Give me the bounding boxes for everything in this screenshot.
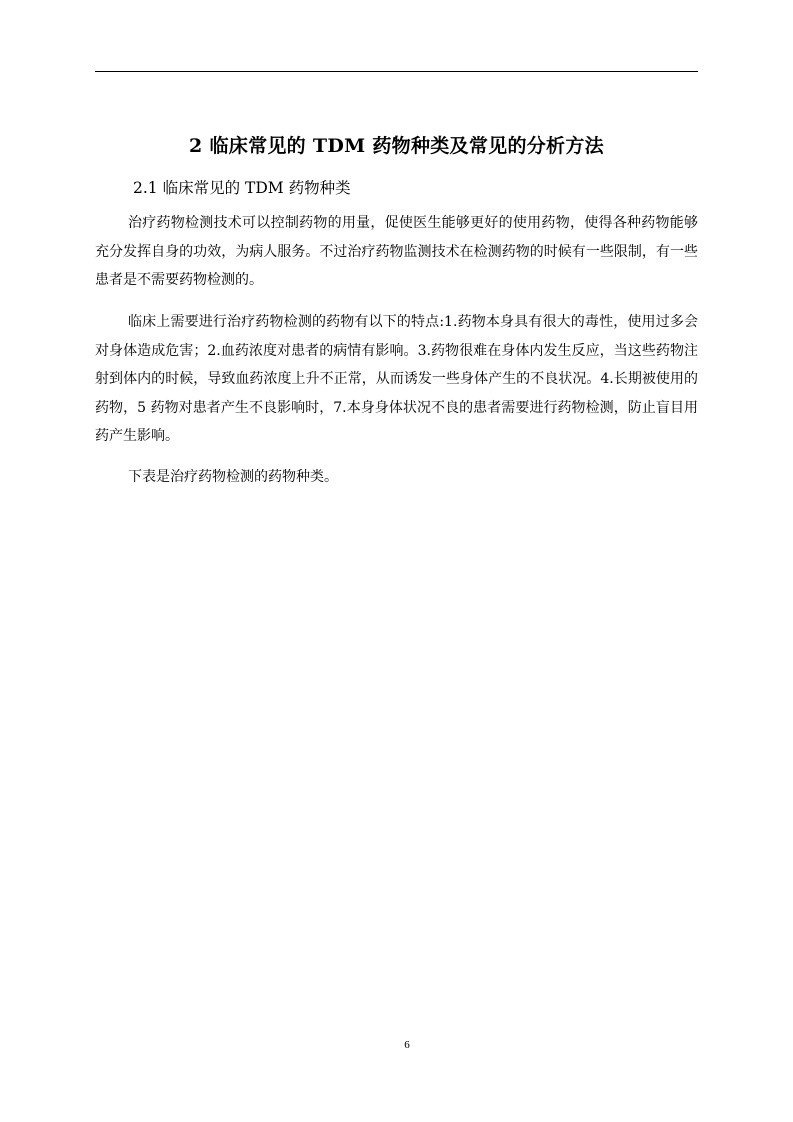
body-paragraph-1: 治疗药物检测技术可以控制药物的用量，促使医生能够更好的使用药物，使得各种药物能够充分发挥自身的功效，为病人服务。不过治疗药物监测技术在检测药物的时候有一些限制，有一些患者是不需要药物检测的。 bbox=[95, 215, 698, 288]
body-paragraph-3: 下表是治疗药物检测的药物种类。 bbox=[128, 469, 338, 485]
body-paragraph-2: 临床上需要进行治疗药物检测的药物有以下的特点:1.药物本身具有很大的毒性，使用过多会对身体造成危害；2.血药浓度对患者的病情有影响。3.药物很难在身体内发生反应，当这些药物注射到体内的时候，导致血药浓度上升不正常，从而诱发一些身体产生的不良状况。4.长期被使用的药物，5 药物对患者产生不良影响时，7.本身身体状况不良的患者需要进行药物检测，防止盲目用药产生影响。 bbox=[95, 314, 698, 444]
header-rule bbox=[95, 71, 698, 72]
section-title: 2.1 临床常见的 TDM 药物种类 bbox=[133, 179, 351, 197]
page-number: 6 bbox=[404, 1039, 410, 1051]
chapter-title: 2 临床常见的 TDM 药物种类及常见的分析方法 bbox=[189, 135, 604, 157]
